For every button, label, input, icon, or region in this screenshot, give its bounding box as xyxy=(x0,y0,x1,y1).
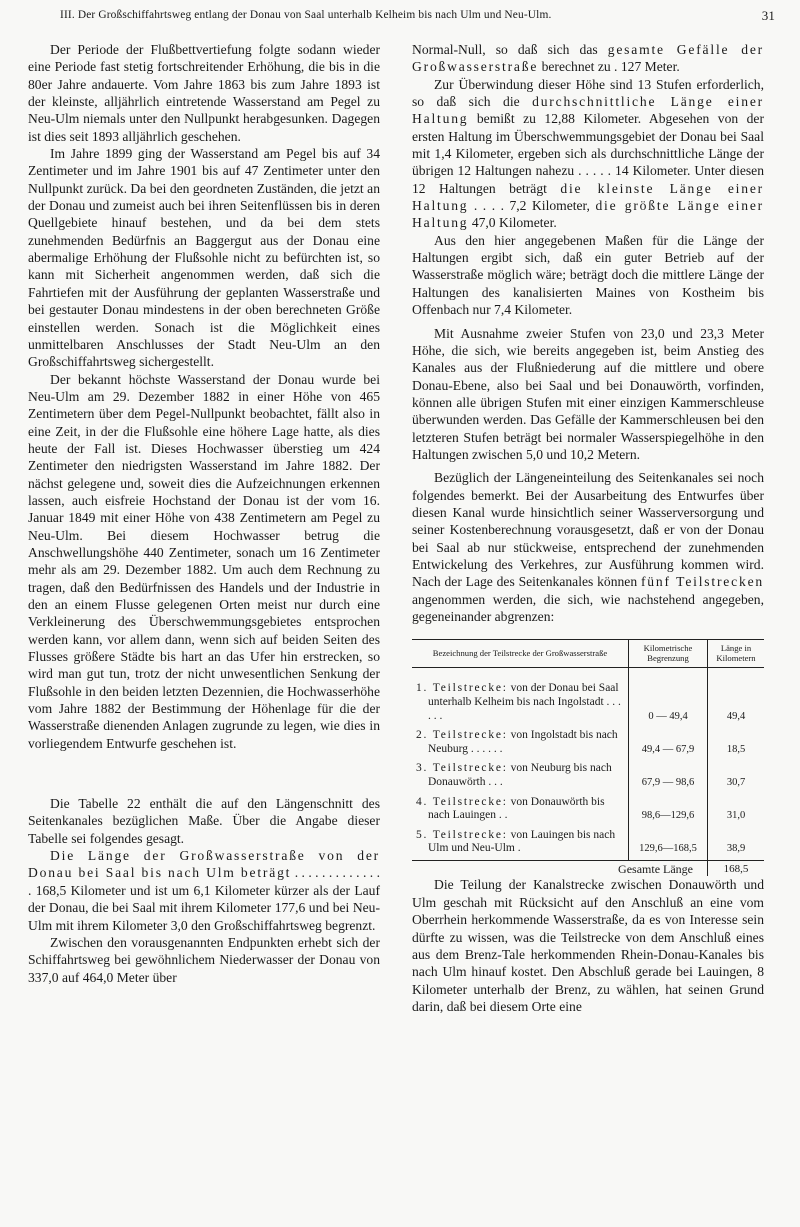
segment-length: 49,4 xyxy=(708,668,765,729)
paragraph: Zwischen den vorausgenannten Endpunkten erhebt sich der Schiffahrtsweg bei gewöhnlichem Niederwasser der Donau von 337,0 auf 464,0 Meter über xyxy=(28,934,380,985)
paragraph: Im Jahre 1899 ging der Wasserstand am Pegel bis auf 34 Zentimeter und im Jahre 1901 bis auf 47 Zentimeter unter den Nullpunkt zurück. Da bei den geordneten Zuständen, die jetzt an der Donau und zumeist auch bei ihren Seitenflüssen bis in deren Quellgebiete hinauf bestehen, und da bei dem stets zunehmenden Bedürfnis an Baggergut aus der Donau eine abermalige Erhöhung der Flußsohle nicht zu befürchten ist, so kann mit Sicherheit angenommen werden, daß sich die Fahrtiefen mit der Ausführung der geplanten Wasserstraße und bei gestauter Donau mindestens in der oben berechneten Größe einstellen werden. Sonach ist die Möglichkeit eines unmittelbaren Anschlusses der Stadt Neu-Ulm an den Großschiffahrtsweg sichergestellt. xyxy=(28,146,380,370)
value-text: 168,5 Kilometer xyxy=(35,882,126,898)
paragraph-text: bemißt zu 12,88 Kilometer. Abgesehen von der ersten Haltung im Überschwemmungsgebiet der Donau bei Saal mit 1,4 Kilometer, ergeben sich als durchschnittliche Länge der übrigen 12 Haltungen nahezu xyxy=(412,111,764,179)
segment-description: 5. Teilstrecke: von Lauingen bis nach Ulm und Neu-Ulm . xyxy=(412,829,629,861)
table-row xyxy=(412,668,764,729)
table-row xyxy=(412,796,764,829)
paragraph: Mit Ausnahme zweier Stufen von 23,0 und 23,3 Meter Höhe, die sich, wie bereits angegeben ist, beim Anstieg des Kanales aus der Flußniederung auf die mittlere und obere Donau-Ebene, also bei Saal und bei Donauwörth, vorfinden, können alle übrigen Stufen mit einer einzigen Kammerschleuse überwunden werden. Das Gefälle der Kammerschleusen bei den letzteren Stufen beträgt bei normaler Wasserspiegelhöhe in den Haltungen zwischen 5,0 und 10,2 Metern. xyxy=(412,325,764,462)
paragraph-text: Bezüglich der Längeneinteilung des Seitenkanales sei noch folgendes bemerkt. Bei der Ausarbeitung des Entwurfes über diesen Kanal wurde hinsichtlich seiner Wasserversorgung und seiner Kostenberechnung vorausgesetzt, daß er von der Donau bei Saal ab nur stückweise, entsprechend der zunehmenden Entwickelung des Verkehres, zur Ausführung kommen wird. Nach der Lage des Seitenkanales können xyxy=(412,470,764,590)
paragraph: Der bekannt höchste Wasserstand der Donau wurde bei Neu-Ulm am 29. Dezember 1882 in einer Höhe von 465 Zentimetern über dem Pegel-Nullpunkt beobachtet, fällt also in eine Zeit, in der die Flußsohle eine höhere Lage hatte, als dies heute der Fall ist. Dieses Hochwasser überstieg um 424 Zentimeter den niedrigsten Wasserstand im Jahre 1882. Der nächst gelegene und, soweit dies die Aufzeichnungen erkennen lassen, auch eisfreie Hochstand der Donau ist der vom 16. Januar 1849 mit einer Höhe von 438 Zentimetern am Pegel zu Neu-Ulm. Bei diesem Hochwasser betrug die Anschwellungshöhe 440 Zentimeter, sonach um 16 Zentimeter mehr als am 29. Dezember 1882. Um auch dem Rechnung zu tragen, daß den Bedürfnissen des Handels und der Industrie in den an einem Flusse gelegenen Orten meist nur durch eine Verkleinerung des Überschwemmungsgebietes entsprochen werden kann, vor allem dann, wenn sich auf beiden Seiten des Flusses größere Städte bis hart an das Ufer hin erstrecken, so wird man gut tun, trotz der nicht unwesentlichen Senkung der Flußsohle in den beiden letzten Dezennien, die Hochwasserhöhe vom Jahre 1882 der Bestimmung der Höhenlage für die der Wasserstraße dienenden Anlagen zugrunde zu legen, wie dies in vorliegendem Entwurfe geschehen ist. xyxy=(28,371,380,751)
total-label: Gesamte Länge xyxy=(618,861,693,876)
segment-label: 5. Teilstrecke: xyxy=(416,828,508,841)
paragraph: Zur Überwindung dieser Höhe sind 13 Stufen erforderlich, so daß sich die durchschnittliche Länge einer Haltung bemißt zu 12,88 Kilometer. Abgesehen von der ersten Haltung im Überschwemmungsgebiet der Donau bei Saal mit 1,4 Kilometer, ergeben sich als durchschnittliche Länge der übrigen 12 Haltungen nahezu . . . . . 14 Kilometer. Unter diesen 12 Haltungen beträgt die kleinste Länge einer Haltung . . . . 7,2 Kilometer, die größte Länge einer Haltung 47,0 Kilometer. xyxy=(412,76,765,231)
table-row xyxy=(412,829,764,861)
emphasis-text: durchschnittliche Länge einer Haltung xyxy=(412,94,764,127)
column-header: Kilometrische Begrenzung xyxy=(629,640,708,668)
table-header-row xyxy=(412,640,764,668)
emphasis-text: Die Länge der Großwasserstraße von der Donau bei Saal bis nach Ulm beträgt xyxy=(28,848,380,881)
paragraph-text: Unter diesen 12 Haltungen beträgt xyxy=(412,163,764,196)
segment-range: 98,6—129,6 xyxy=(629,796,708,829)
segment-description: 1. Teilstrecke: von der Donau bei Saal unterhalb Kelheim bis nach Ingolstadt . . . . . . xyxy=(416,682,621,722)
segment-text: von Neuburg bis nach Donauwörth xyxy=(428,762,612,788)
value-text: 7,2 Kilometer, xyxy=(509,198,590,214)
paragraph-text: berechnet zu xyxy=(541,59,611,75)
paragraph-text: Normal-Null, so daß sich das xyxy=(412,42,598,57)
segment-range: 67,9 — 98,6 xyxy=(629,762,708,795)
segment-text: von Lauingen bis nach Ulm und Neu-Ulm xyxy=(428,828,616,855)
total-value: 168,5 xyxy=(708,860,765,876)
column-header: Länge in Kilometern xyxy=(708,640,765,668)
emphasis-text: fünf Teilstrecken xyxy=(640,574,764,590)
paragraph: Der Periode der Flußbettvertiefung folgte sodann wieder eine Periode fast stetig fortschreitender Erhöhung, die bis in die 80er Jahre andauerte. Vom Jahre 1863 bis zum Jahre 1893 ist der kleinste, alljährlich eintretende Wasserstand am Pegel zu Neu-Ulm niemals unter den Nullpunkt herabgesunken. Dagegen ist dies seit 1893 alljährlich geschehen. xyxy=(28,42,380,144)
table-row xyxy=(412,762,764,795)
segment-description: 3. Teilstrecke: von Neuburg bis nach Donauwörth . . . xyxy=(416,762,612,788)
segment-text: von der Donau bei Saal unterhalb Kelheim bis nach Ingolstadt xyxy=(428,682,619,708)
paragraph-text: und ist um 6,1 Kilometer kürzer als der Lauf der Donau, die bei Saal mit ihrem Kilometer 177,6 und bei Neu-Ulm mit ihrem Kilometer 3,0 den Großschiffahrtsweg begrenzt. xyxy=(28,882,380,933)
paragraph: Die Tabelle 22 enthält die auf den Längenschnitt des Seitenkanales bezüglichen Maße. Über die Angabe dieser Tabelle sei folgendes gesagt. xyxy=(28,796,380,846)
paragraph: Die Teilung der Kanalstrecke zwischen Donauwörth und Ulm geschah mit Rücksicht auf den Anschluß an eine vom Oberrhein herkommende Wasserstraße, da es von Interesse sein dürfte zu wissen, was die Teilstrecke von dem Anschluß eines aus dem Brenz-Tale herkommenden Rhein-Donau-Kanales bis nach Ulm hinauf kostet. Den Abschluß gerade bei Lauingen, 8 Kilometer unterhalb der Brenz, zu wählen, hat seinen Grund darin, daß bei diesem Orte eine xyxy=(412,877,764,1014)
segment-length: 18,5 xyxy=(708,729,765,762)
segment-description: 4. Teilstrecke: von Donauwörth bis nach Lauingen . . xyxy=(416,795,605,822)
emphasis-text: die größte Länge einer Haltung xyxy=(412,198,765,231)
segment-label: 1. Teilstrecke: xyxy=(416,682,508,695)
segment-description: 2. Teilstrecke: von Ingolstadt bis nach Neuburg . . . . . . xyxy=(416,729,618,755)
column-header: Bezeichnung der Teilstrecke der Großwasserstraße xyxy=(412,640,629,668)
paragraph-text: Zur Überwindung dieser Höhe sind 13 Stufen erforderlich, so daß sich die xyxy=(412,76,764,110)
page-number: 31 xyxy=(761,8,775,23)
segment-length: 38,9 xyxy=(708,829,765,861)
table-total-row xyxy=(412,860,764,876)
segment-text: von Ingolstadt bis nach Neuburg xyxy=(428,729,618,755)
value-text: 127 Meter. xyxy=(620,59,680,75)
table-row xyxy=(412,729,764,762)
segment-range: 49,4 — 67,9 xyxy=(629,729,708,762)
segment-label: 4. Teilstrecke: xyxy=(416,795,508,808)
paragraph: Die Länge der Großwasserstraße von der Donau bei Saal bis nach Ulm beträgt . . . . . . . . . . . . . . 168,5 Kilometer und ist um 6,1 Kilometer kürzer als der Lauf der Donau, die bei Saal mit ihrem Kilometer 177,6 und bei Neu-Ulm mit ihrem Kilometer 3,0 den Großschiffahrtsweg begrenzt. xyxy=(28,848,381,933)
paragraph xyxy=(412,469,764,625)
segment-range: 0 — 49,4 xyxy=(629,668,708,729)
teilstrecken-table xyxy=(412,639,764,876)
segment-label: 3. Teilstrecke: xyxy=(416,762,508,775)
right-column xyxy=(412,41,764,1015)
chapter-title: III. Der Großschiffahrtsweg entlang der Donau von Saal unterhalb Kelheim bis nach Ulm und Neu-Ulm. xyxy=(60,9,552,21)
segment-label: 2. Teilstrecke: xyxy=(416,729,508,742)
spacer xyxy=(28,752,380,795)
segment-text: von Donauwörth bis nach Lauingen xyxy=(428,795,605,822)
running-header xyxy=(30,9,775,27)
paragraph: Normal-Null, so daß sich das gesamte Gefälle der Großwasserstraße berechnet zu . 127 Meter. xyxy=(412,42,764,75)
segment-length: 30,7 xyxy=(708,762,765,795)
left-column xyxy=(28,41,380,986)
emphasis-text: die kleinste Länge einer Haltung xyxy=(412,180,764,214)
value-text: 47,0 Kilometer. xyxy=(471,215,557,231)
segment-length: 31,0 xyxy=(708,796,765,829)
segment-range: 129,6—168,5 xyxy=(629,829,708,861)
paragraph: Aus den hier angegebenen Maßen für die Länge der Haltungen ergibt sich, daß ein guter Betrieb auf der Wasserstraße möglich wäre; beträgt doch die mittlere Länge der Haltungen des kanalisierten Maines von Kostheim bis Offenbach nur 7,4 Kilometer. xyxy=(412,232,764,318)
value-text: 14 Kilometer. xyxy=(615,163,691,179)
paragraph-text: angenommen werden, die sich, wie nachstehend angegeben, gegeneinander abgrenzen: xyxy=(412,591,764,624)
emphasis-text: gesamte Gefälle der Großwasserstraße xyxy=(412,42,764,75)
